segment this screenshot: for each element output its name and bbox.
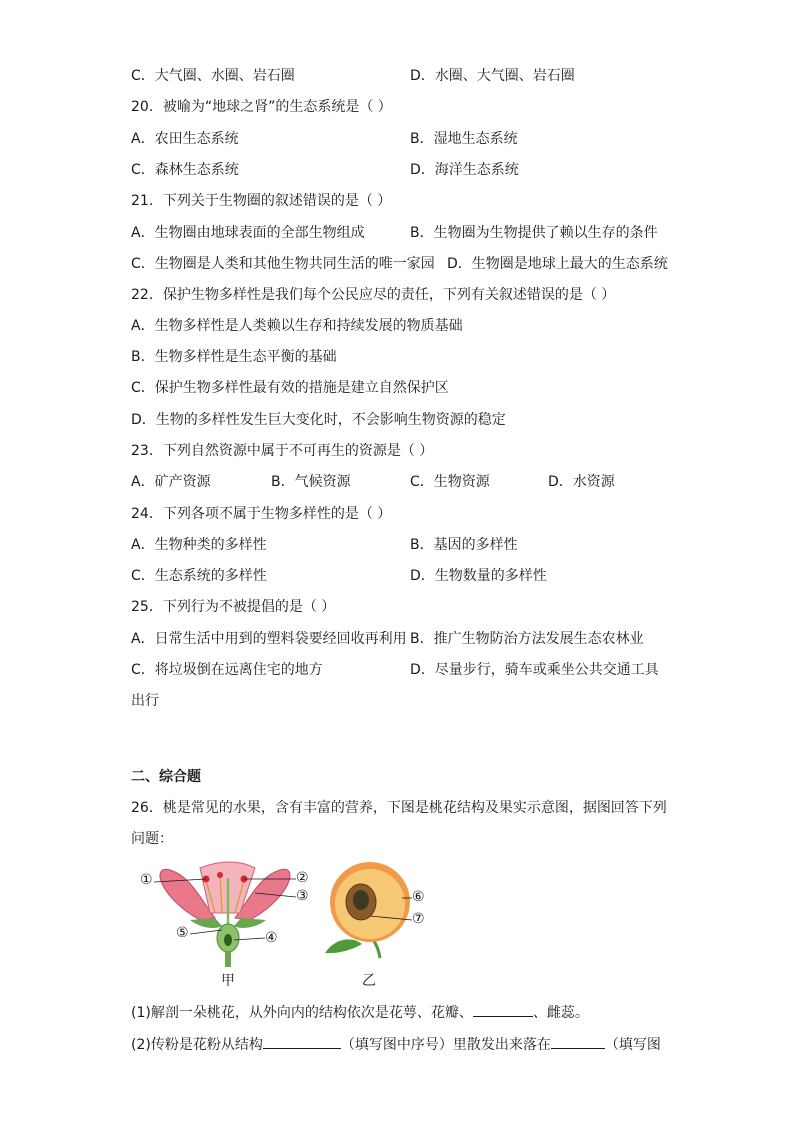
question-26: 26．桃是常见的水果，含有丰富的营养，下图是桃花结构及果实示意图，据图回答下列 xyxy=(131,800,667,816)
stalk xyxy=(225,951,231,967)
answer-blank-3[interactable] xyxy=(551,1034,605,1049)
q24-option-a: A．生物种类的多样性 xyxy=(131,537,267,553)
q26-part-1-text-a: (1)解剖一朵桃花，从外向内的结构依次是花萼、花瓣、 xyxy=(131,1005,473,1021)
q22-option-c: C．保护生物多样性最有效的措施是建立自然保护区 xyxy=(131,380,449,396)
question-22: 22．保护生物多样性是我们每个公民应尽的责任，下列有关叙述错误的是（ ） xyxy=(131,287,616,303)
q22-option-d: D．生物的多样性发生巨大变化时，不会影响生物资源的稳定 xyxy=(131,412,506,428)
q26-part-1 xyxy=(131,1002,589,1023)
sepal-right xyxy=(234,918,266,928)
q22-option-b: B．生物多样性是生态平衡的基础 xyxy=(131,349,337,365)
q19-option-c: C．大气圈、水圈、岩石圈 xyxy=(131,68,295,84)
q25-option-c: C．将垃圾倒在远离住宅的地方 xyxy=(131,662,323,678)
peach-illustration xyxy=(325,862,412,958)
label-6: ⑥ xyxy=(412,889,425,905)
q21-option-b: B．生物圈为生物提供了赖以生存的条件 xyxy=(410,225,658,241)
question-20: 20．被喻为“地球之肾”的生态系统是（ ） xyxy=(131,99,392,115)
question-23: 23．下列自然资源中属于不可再生的资源是（ ） xyxy=(131,443,434,459)
q21-option-a: A．生物圈由地球表面的全部生物组成 xyxy=(131,225,365,241)
ovule xyxy=(224,934,232,946)
anther-3 xyxy=(217,872,223,878)
q21-option-c: C．生物圈是人类和其他生物共同生活的唯一家园 xyxy=(131,256,435,272)
q20-option-b: B．湿地生态系统 xyxy=(410,131,518,147)
q25-option-d: D．尽量步行，骑车或乘坐公共交通工具 xyxy=(410,662,659,678)
q26-part-2-text-a: (2)传粉是花粉从结构 xyxy=(131,1037,263,1053)
q20-option-d: D．海洋生态系统 xyxy=(410,162,519,178)
q25-option-a: A．日常生活中用到的塑料袋要经回收再利用 xyxy=(131,631,407,647)
q24-option-b: B．基因的多样性 xyxy=(410,537,518,553)
peach-leaf xyxy=(325,939,362,953)
q26-part-1-text-b: 、雌蕊。 xyxy=(532,1005,589,1021)
label-3: ③ xyxy=(296,888,309,904)
label-4: ④ xyxy=(265,930,278,946)
label-7: ⑦ xyxy=(412,911,425,927)
answer-blank-1[interactable] xyxy=(473,1002,533,1017)
answer-blank-2[interactable] xyxy=(263,1034,341,1049)
sepal-left xyxy=(190,918,222,928)
q25-option-d-continuation: 出行 xyxy=(131,693,159,709)
q23-option-d: D．水资源 xyxy=(548,474,615,490)
caption-yi: 乙 xyxy=(362,973,376,989)
caption-jia: 甲 xyxy=(221,973,235,989)
question-21: 21．下列关于生物圈的叙述错误的是（ ） xyxy=(131,193,392,209)
q23-option-a: A．矿产资源 xyxy=(131,474,211,490)
q26-part-2 xyxy=(131,1034,661,1055)
flower-illustration xyxy=(154,862,296,967)
figure-svg xyxy=(130,858,430,970)
q24-option-c: C．生态系统的多样性 xyxy=(131,568,267,584)
peach-seed xyxy=(353,890,369,910)
label-5: ⑤ xyxy=(176,925,189,941)
q25-option-b: B．推广生物防治方法发展生态农林业 xyxy=(410,631,644,647)
q22-option-a: A．生物多样性是人类赖以生存和持续发展的物质基础 xyxy=(131,318,463,334)
question-25: 25．下列行为不被提倡的是（ ） xyxy=(131,599,336,615)
q20-option-c: C．森林生态系统 xyxy=(131,162,239,178)
question-26-continuation: 问题： xyxy=(131,831,173,847)
section-title: 二、综合题 xyxy=(131,769,201,785)
q19-option-d: D．水圈、大气圈、岩石圈 xyxy=(410,68,575,84)
question-24: 24．下列各项不属于生物多样性的是（ ） xyxy=(131,506,392,522)
label-2: ② xyxy=(296,870,309,886)
q20-option-a: A．农田生态系统 xyxy=(131,131,239,147)
q23-option-b: B．气候资源 xyxy=(271,474,351,490)
q21-option-d: D．生物圈是地球上最大的生态系统 xyxy=(447,256,668,272)
q26-part-2-text-b: （填写图中序号）里散发出来落在 xyxy=(340,1037,551,1053)
q26-part-2-text-c: （填写图 xyxy=(604,1037,661,1053)
label-1: ① xyxy=(140,872,153,888)
peach-flower-fruit-figure xyxy=(130,858,430,988)
q23-option-c: C．生物资源 xyxy=(410,474,490,490)
q24-option-d: D．生物数量的多样性 xyxy=(410,568,547,584)
